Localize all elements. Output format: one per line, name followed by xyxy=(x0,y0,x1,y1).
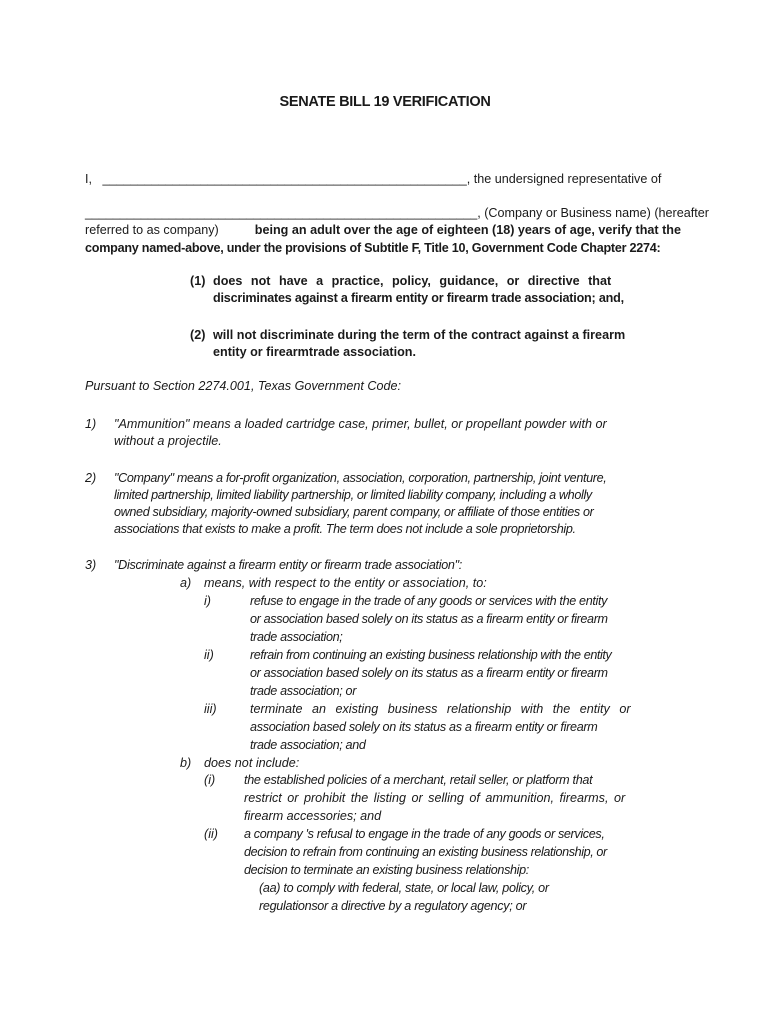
roman-b-i-label: (i) xyxy=(204,773,216,787)
roman-i-line-2: or association based solely on its status as a firearm entity or firearm xyxy=(250,612,608,626)
verification-1-line-2: discriminates against a firearm entity or firearm trade association; and, xyxy=(213,291,624,305)
definition-2-line-1: "Company" means a for-profit organization, association, corporation, partnership, joint venture, xyxy=(114,471,607,485)
aa-line-1: (aa) to comply with federal, state, or local law, policy, or xyxy=(259,881,549,895)
intro-line-1 xyxy=(85,171,661,189)
roman-b-i-line-1: the established policies of a merchant, retail seller, or platform that xyxy=(244,773,593,787)
pursuant-heading: Pursuant to Section 2274.001, Texas Government Code: xyxy=(85,379,401,393)
definition-3-num: 3) xyxy=(85,558,97,572)
roman-b-ii-label: (ii) xyxy=(204,827,218,841)
sub-a-text: means, with respect to the entity or association, to: xyxy=(204,576,487,590)
roman-b-i-line-2: restrict or prohibit the listing or selling of ammunition, firearms, or xyxy=(244,791,626,805)
intro-line-1-suffix: , the undersigned representative of xyxy=(466,172,662,186)
definition-1-num: 1) xyxy=(85,417,97,431)
definition-1-line-2: without a projectile. xyxy=(114,434,222,448)
roman-iii-line-2: association based solely on its status as a firearm entity or firearm xyxy=(250,720,598,734)
sub-b-text: does not include: xyxy=(204,756,300,770)
roman-i-line-3: trade association; xyxy=(250,630,343,644)
intro-line-3 xyxy=(85,222,681,240)
sub-a-label: a) xyxy=(180,576,192,590)
aa-line-2: regulationsor a directive by a regulatory agency; or xyxy=(259,899,527,913)
definition-2-line-4: associations that exists to make a profit. The term does not include a sole proprietorship. xyxy=(114,522,576,536)
roman-i-line-1: refuse to engage in the trade of any goods or services with the entity xyxy=(250,594,608,608)
intro-line-2-suffix: , (Company or Business name) (hereafter xyxy=(477,206,709,220)
roman-ii-line-1: refrain from continuing an existing business relationship with the entity xyxy=(250,648,612,662)
definition-2-line-3: owned subsidiary, majority-owned subsidiary, parent company, or affiliate of those entities or xyxy=(114,505,594,519)
verification-1-line-1: does not have a practice, policy, guidance, or directive that xyxy=(213,274,612,288)
intro-line-4: company named-above, under the provisions of Subtitle F, Title 10, Government Code Chapter 2274: xyxy=(85,241,661,255)
verification-2-line-1: will not discriminate during the term of the contract against a firearm xyxy=(213,328,626,342)
definition-2-num: 2) xyxy=(85,471,97,485)
definition-2-line-2: limited partnership, limited liability partnership, or limited liability company, including a wholly xyxy=(114,488,592,502)
definition-3-text: "Discriminate against a firearm entity or firearm trade association": xyxy=(114,558,463,572)
intro-line-3-normal: referred to as company) xyxy=(85,223,219,237)
company-name-blank[interactable]: ________________________________________________________ xyxy=(85,206,478,220)
verification-2-line-2: entity or firearmtrade association. xyxy=(213,345,416,359)
definition-1-line-1: "Ammunition" means a loaded cartridge case, primer, bullet, or propellant powder with or xyxy=(114,417,607,431)
company-representative-blank[interactable]: ____________________________________________________ xyxy=(102,172,467,186)
verification-2-num: (2) xyxy=(190,328,206,342)
roman-b-ii-line-2: decision to refrain from continuing an existing business relationship, or xyxy=(244,845,607,859)
intro-line-2 xyxy=(85,205,709,223)
verification-1-num: (1) xyxy=(190,274,206,288)
intro-prefix: I, xyxy=(85,172,92,186)
roman-iii-line-1: terminate an existing business relationship with the entity or xyxy=(250,702,631,716)
roman-iii-label: iii) xyxy=(204,702,217,716)
roman-i-label: i) xyxy=(204,594,211,608)
roman-b-i-line-3: firearm accessories; and xyxy=(244,809,382,823)
intro-line-3-bold: being an adult over the age of eighteen (18) years of age, verify that the xyxy=(254,223,681,237)
roman-ii-label: ii) xyxy=(204,648,214,662)
roman-b-ii-line-3: decision to terminate an existing business relationship: xyxy=(244,863,529,877)
roman-ii-line-3: trade association; or xyxy=(250,684,357,698)
roman-ii-line-2: or association based solely on its status as a firearm entity or firearm xyxy=(250,666,608,680)
roman-iii-line-3: trade association; and xyxy=(250,738,366,752)
page-title: SENATE BILL 19 VERIFICATION xyxy=(279,94,491,110)
sub-b-label: b) xyxy=(180,756,192,770)
roman-b-ii-line-1: a company 's refusal to engage in the trade of any goods or services, xyxy=(244,827,605,841)
